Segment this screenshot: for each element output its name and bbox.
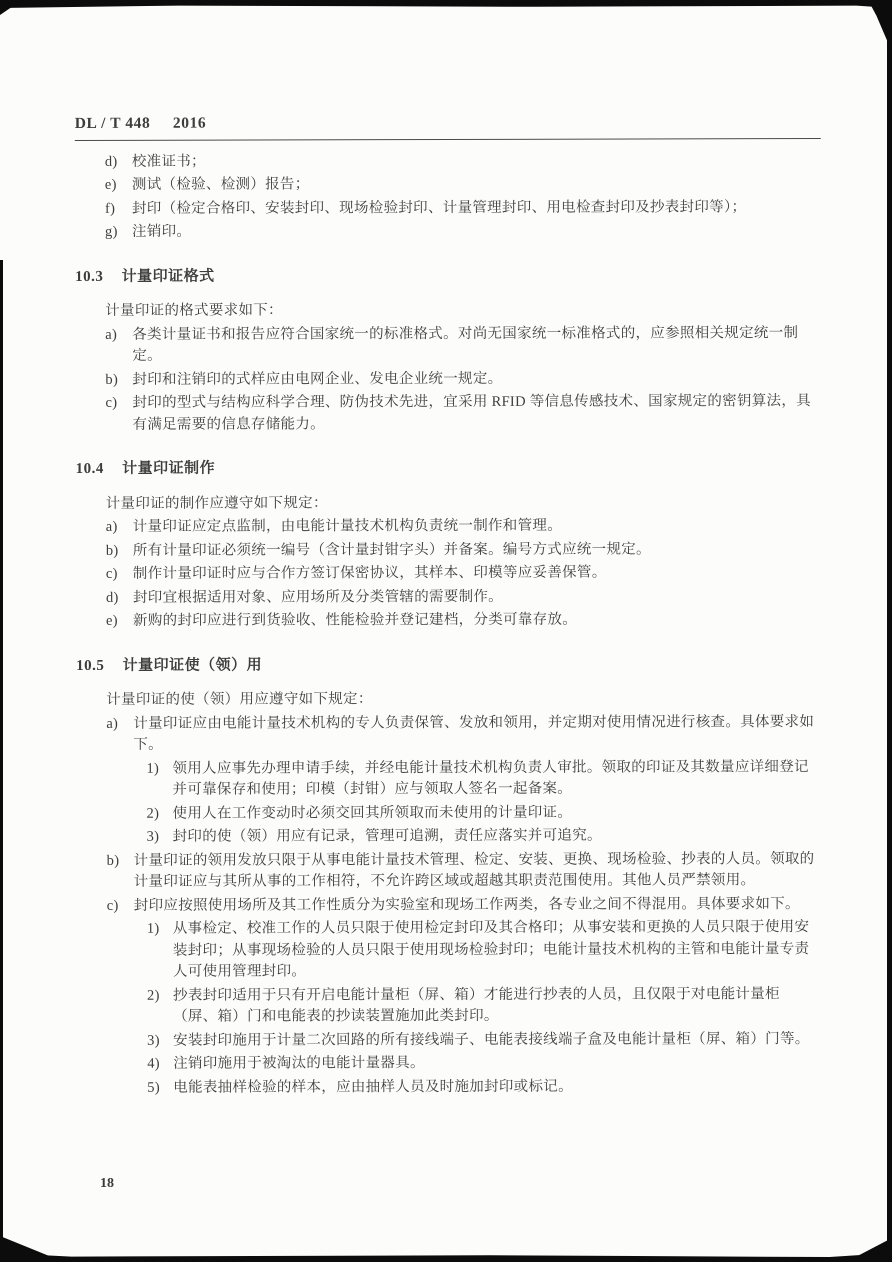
- item-text: 封印（检定合格印、安装封印、现场检验封印、计量管理封印、用电检查封印及抄表封印等）；: [131, 198, 747, 217]
- sub-list: [134, 917, 823, 1099]
- list-item: [107, 849, 823, 894]
- item-label: b): [106, 852, 120, 869]
- standard-year: 2016: [172, 114, 207, 132]
- section-intro: 计量印证的格式要求如下：: [105, 302, 283, 319]
- item-label: c): [105, 394, 118, 411]
- list-item: [105, 150, 821, 173]
- section-heading: [76, 457, 822, 480]
- document-content: [75, 111, 824, 1099]
- sub-list-item: [147, 1076, 823, 1099]
- scan-corner-bottom-right: [846, 1238, 892, 1262]
- item-label: 1): [146, 920, 160, 937]
- document-header: [75, 111, 821, 140]
- item-text: 封印和注销印的式样应由电网企业、发电企业统一规定。: [132, 370, 503, 388]
- item-text: 封印的型式与结构应科学合理、防伪技术先进，宜采用 RFID 等信息传感技术、国家规定的密钥算法，具有满足需要的信息存储能力。: [132, 393, 811, 433]
- list-item: [105, 173, 821, 196]
- item-label: f): [104, 200, 116, 217]
- list-item: [106, 562, 822, 585]
- list-item: [105, 368, 821, 391]
- section-10-3: [75, 265, 821, 436]
- item-text: 领用人应事先办理申请手续，并经电能计量技术机构负责人审批。领取的印证及其数量应详细登记并可靠保存和使用；印模（封钳）应与领取人签名一起备案。: [172, 758, 809, 798]
- item-label: b): [105, 371, 119, 388]
- item-text: 新购的封印应进行到货验收、性能检验并登记建档，分类可靠存放。: [133, 611, 578, 629]
- item-text: 注销印施用于被淘汰的电能计量器具。: [173, 1055, 425, 1072]
- item-text: 计量印证的领用发放只限于从事电能计量技术管理、检定、安装、更换、现场检验、抄表的人员。领取的计量印证应与其所从事的工作相符，不允许跨区域或超越其职责范围使用。其他人员严禁领用。: [133, 850, 815, 890]
- item-text: 封印的使（领）用应有记录，管理可追溯，责任应落实并可追究。: [172, 827, 602, 845]
- item-body: [134, 894, 824, 1099]
- section-number: 10.5: [76, 657, 105, 674]
- item-label: g): [105, 223, 118, 240]
- item-text: 安装封印施用于计量二次回路的所有接线端子、电能表接线端子盒及电能计量柜（屏、箱）门等。: [173, 1030, 810, 1049]
- item-text: 所有计量印证必须统一编号（含计量封钳字头）并备案。编号方式应统一规定。: [132, 540, 651, 559]
- list-item: [105, 323, 821, 368]
- item-label: d): [105, 589, 119, 606]
- item-label: e): [106, 612, 118, 629]
- section-heading: [75, 265, 821, 288]
- item-label: c): [105, 565, 118, 582]
- scan-edge-right: [887, 0, 892, 1262]
- page-number: 18: [100, 1176, 114, 1191]
- item-text: 测试（检验、检测）报告；: [131, 176, 310, 193]
- list-item: [105, 391, 821, 436]
- section-10-4: [76, 457, 822, 632]
- item-text: 封印应按照使用场所及其工作性质分为实验室和现场工作两类，各专业之间不得混用。具体要求如下。: [133, 895, 800, 914]
- item-label: a): [105, 518, 118, 535]
- section-10-5: [76, 654, 823, 1099]
- item-text: 计量印证应由电能计量技术机构的专人负责保管、发放和领用，并定期对使用情况进行核查。具体要求如下。: [133, 713, 815, 753]
- scan-edge-bottom: [0, 1253, 892, 1262]
- section-title-text: 计量印证制作: [122, 460, 216, 477]
- item-text: 制作计量印证时应与合作方签订保密协议，其样本、印模等应妥善保管。: [132, 564, 607, 582]
- item-text: 抄表封印适用于只有开启电能计量柜（屏、箱）才能进行抄表的人员，且仅限于对电能计量柜（屏、箱）门和电能表的抄读装置施加此类封印。: [172, 985, 780, 1025]
- item-text: 注销印。: [132, 223, 192, 240]
- section-list: [76, 515, 822, 632]
- item-label: 4): [147, 1055, 160, 1072]
- item-label: 3): [146, 828, 160, 845]
- item-body: [133, 712, 822, 849]
- section-list: [75, 323, 821, 436]
- sub-list-item: [146, 757, 822, 802]
- item-label: d): [104, 153, 118, 170]
- sub-list-item: [147, 802, 823, 825]
- item-text: 封印宜根据适用对象、应用场所及分类管辖的需要制作。: [132, 588, 503, 606]
- item-text: 计量印证应定点监制，由电能计量技术机构负责统一制作和管理。: [132, 517, 563, 535]
- list-item: [105, 220, 821, 243]
- sub-list-item: [147, 984, 823, 1029]
- section-list: [76, 712, 823, 1099]
- list-item: [106, 609, 822, 632]
- scan-edge-top: [0, 0, 892, 8]
- item-text: 各类计量证书和报告应符合国家统一的标准格式。对尚无国家统一标准格式的，应参照相关规定统一制定。: [132, 324, 799, 364]
- item-text: 从事检定、校准工作的人员只限于使用检定封印及其合格印；从事安装和更换的人员只限于使用安装封印；从事现场检验的人员只限于使用现场检验封印；电能计量技术机构的主管和电能计量专责人可使用管理封印。: [172, 919, 810, 980]
- item-label: 2): [146, 805, 160, 822]
- section-intro: 计量印证的使（领）用应遵守如下规定：: [106, 691, 373, 708]
- list-item: [106, 539, 822, 562]
- item-label: e): [104, 176, 117, 193]
- section-number: 10.4: [75, 460, 104, 477]
- item-label: 5): [147, 1079, 160, 1096]
- list-item: [107, 894, 824, 1099]
- item-label: a): [106, 715, 119, 732]
- item-label: 2): [146, 987, 160, 1004]
- list-item: [106, 515, 822, 538]
- item-label: 1): [146, 760, 160, 777]
- item-label: 3): [147, 1032, 160, 1049]
- item-label: b): [105, 542, 119, 559]
- list-item: [105, 197, 821, 220]
- standard-code: DL / T 448: [74, 114, 151, 132]
- section-title-text: 计量印证格式: [121, 268, 215, 285]
- continuation-list: [75, 150, 821, 244]
- item-text: 电能表抽样检验的样本，应由抽样人员及时施加封印或标记。: [173, 1078, 573, 1096]
- section-title-text: 计量印证使（领）用: [122, 656, 263, 674]
- list-item: [106, 712, 822, 849]
- scan-edge-left: [0, 260, 3, 1262]
- sub-list: [133, 757, 822, 849]
- sub-list-item: [147, 825, 823, 848]
- item-label: a): [105, 326, 118, 343]
- sub-list-item: [147, 1052, 823, 1075]
- sub-list-item: [147, 917, 823, 983]
- section-heading: [76, 654, 822, 677]
- section-number: 10.3: [75, 268, 104, 285]
- sub-list-item: [147, 1029, 823, 1052]
- item-label: c): [106, 897, 119, 914]
- section-intro: 计量印证的制作应遵守如下规定：: [105, 494, 328, 512]
- list-item: [106, 586, 822, 609]
- item-text: 使用人在工作变动时必须交回其所领取而未使用的计量印证。: [172, 804, 573, 822]
- item-text: 校准证书；: [131, 153, 206, 170]
